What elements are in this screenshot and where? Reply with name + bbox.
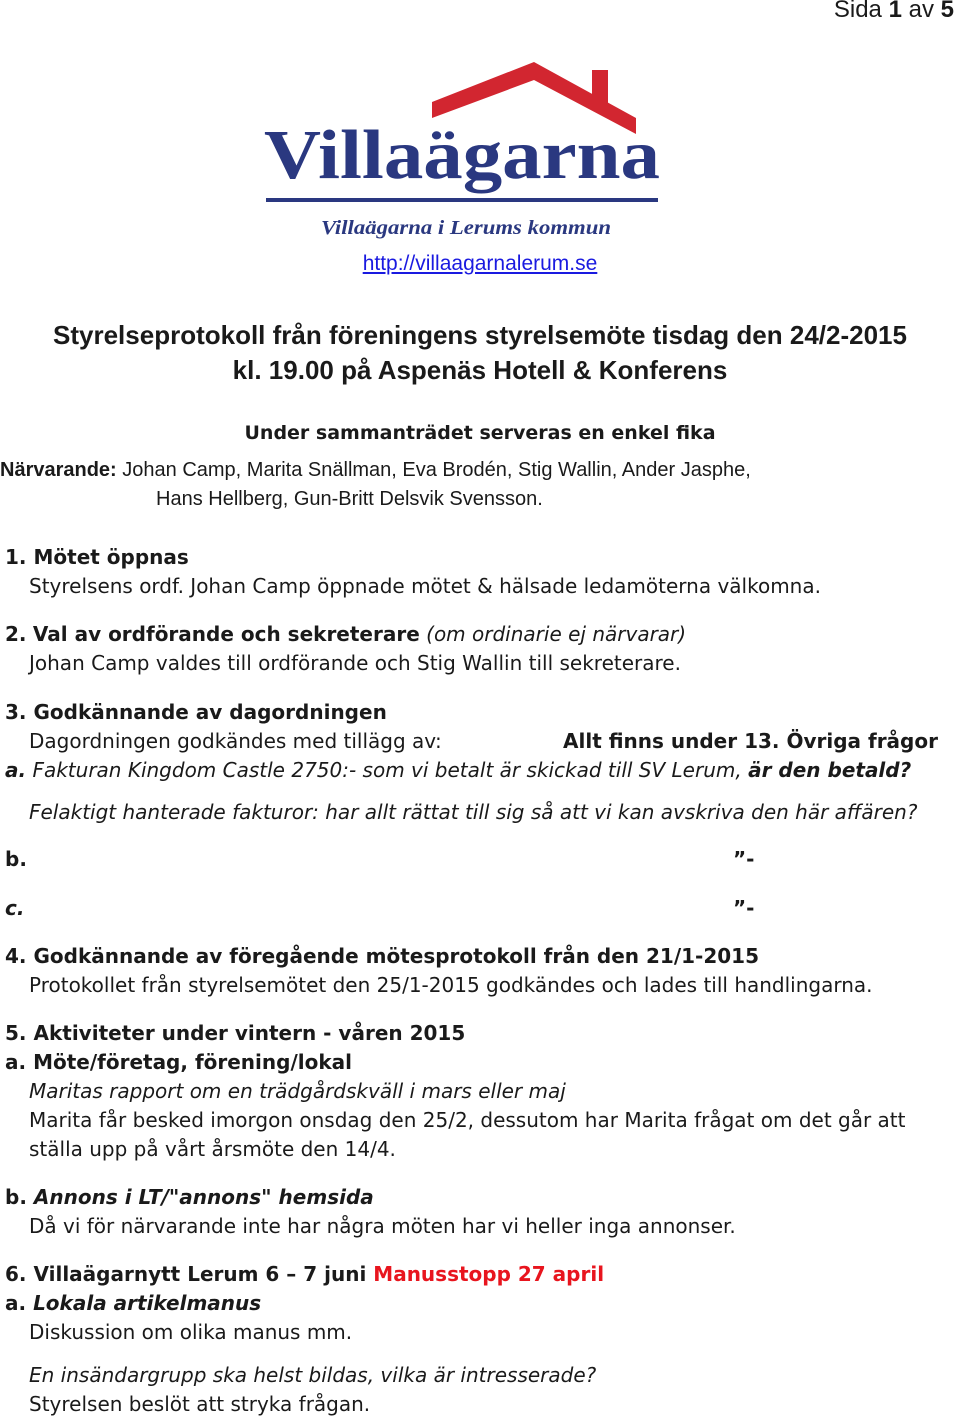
page-number-current: 1 <box>888 0 902 23</box>
page-number <box>834 0 954 24</box>
section-6-decision: Styrelsen beslöt att stryka frågan. <box>29 1392 371 1416</box>
section-5b-title: Annons i LT/"annons" hemsida <box>33 1185 374 1209</box>
section-6a-text: Diskussion om olika manus mm. <box>29 1320 353 1344</box>
section-3-text: Dagordningen godkändes med tillägg av: <box>29 729 442 753</box>
section-6-title: Villaägarnytt Lerum 6 – 7 juni <box>33 1262 367 1286</box>
page-number-sep: av <box>908 0 934 23</box>
section-3-heading <box>5 700 387 724</box>
page-number-prefix: Sida <box>833 0 882 23</box>
fika-note: Under sammanträdet serveras en enkel fika <box>244 422 716 444</box>
section-6-deadline: Manusstopp 27 april <box>373 1262 605 1286</box>
section-3c-label: c. <box>5 896 25 920</box>
section-4-title: Godkännande av föregående mötesprotokoll från den 21/1-2015 <box>33 944 760 968</box>
section-2-heading <box>5 622 686 646</box>
section-4-text: Protokollet från styrelsemötet den 25/1-2015 godkändes och lades till handlingarna. <box>29 973 873 997</box>
section-5a-heading <box>5 1050 352 1074</box>
section-3a-line <box>5 758 911 782</box>
section-5a-text-2: ställa upp på vårt årsmöte den 14/4. <box>29 1137 396 1161</box>
section-5b-heading <box>5 1185 374 1209</box>
section-5a-title: Möte/företag, förening/lokal <box>33 1050 353 1074</box>
logo-rule <box>266 198 658 202</box>
attendees-line1 <box>0 459 751 482</box>
section-6a-heading <box>5 1291 261 1315</box>
section-3a-followup: Felaktigt hanterade fakturor: har allt rättat till sig så att vi kan avskriva den här affären? <box>29 800 918 824</box>
logo-chimney <box>592 70 608 108</box>
attendees-names-1: Johan Camp, Marita Snällman, Eva Brodén, Stig Wallin, Ander Jasphe, <box>122 459 751 481</box>
section-1-number: 1. <box>5 545 27 569</box>
section-2-title: Val av ordförande och sekreterare <box>32 622 420 646</box>
page-number-total: 5 <box>940 0 954 23</box>
attendees-label: Närvarande: <box>0 459 117 481</box>
section-5b-label: b. <box>5 1185 27 1209</box>
section-6a-label: a. <box>5 1291 27 1315</box>
section-3a-text: Fakturan Kingdom Castle 2750:- som vi betalt är skickad till SV Lerum, <box>32 758 742 782</box>
section-4-number: 4. <box>5 944 27 968</box>
section-1-heading <box>5 545 189 569</box>
section-6-number: 6. <box>5 1262 27 1286</box>
section-3c-ditto: ”- <box>733 896 755 920</box>
logo-subtitle: Villaägarna i Lerums kommun <box>321 217 611 239</box>
section-3a-label: a. <box>5 758 27 782</box>
section-1-title: Mötet öppnas <box>33 545 189 569</box>
section-3b-ditto: ”- <box>733 847 755 871</box>
section-5b-text: Då vi för närvarande inte har några möten har vi heller inga annonser. <box>29 1214 736 1238</box>
section-1-text: Styrelsens ordf. Johan Camp öppnade mötet & hälsade ledamöterna välkomna. <box>29 574 821 598</box>
section-2-number: 2. <box>5 622 27 646</box>
section-4-heading <box>5 944 759 968</box>
section-5-number: 5. <box>5 1021 27 1045</box>
section-5a-subheading: Maritas rapport om en trädgårdskväll i mars eller maj <box>29 1079 566 1103</box>
section-3a-question: är den betald? <box>748 758 912 782</box>
section-2-text: Johan Camp valdes till ordförande och Stig Wallin till sekreterare. <box>29 651 681 675</box>
section-5-title: Aktiviteter under vintern - våren 2015 <box>33 1021 466 1045</box>
section-5a-text-1: Marita får besked imorgon onsdag den 25/2, dessutom har Marita frågat om det går att <box>29 1108 906 1132</box>
section-2-note: (om ordinarie ej närvarar) <box>426 622 687 646</box>
section-3-number: 3. <box>5 700 27 724</box>
document-title-line2: kl. 19.00 på Aspenäs Hotell & Konferens <box>232 355 728 385</box>
section-6a-title: Lokala artikelmanus <box>33 1291 262 1315</box>
section-3b-label: b. <box>5 847 27 871</box>
villaagarna-logo <box>262 60 662 242</box>
section-3-aside: Allt finns under 13. Övriga frågor <box>563 729 938 753</box>
document-title-line1: Styrelseprotokoll från föreningens styrelsemöte tisdag den 24/2-2015 <box>53 320 907 350</box>
logo-brand: Villaägarna <box>264 117 660 194</box>
attendees-names-2: Hans Hellberg, Gun-Britt Delsvik Svensson. <box>156 488 543 510</box>
section-3-title: Godkännande av dagordningen <box>33 700 387 724</box>
website-link[interactable]: http://villaagarnalerum.se <box>362 252 598 275</box>
section-6-heading <box>5 1262 604 1286</box>
section-6-question: En insändargrupp ska helst bildas, vilka är intresserade? <box>29 1363 597 1387</box>
section-5a-label: a. <box>5 1050 27 1074</box>
section-5-heading <box>5 1021 465 1045</box>
